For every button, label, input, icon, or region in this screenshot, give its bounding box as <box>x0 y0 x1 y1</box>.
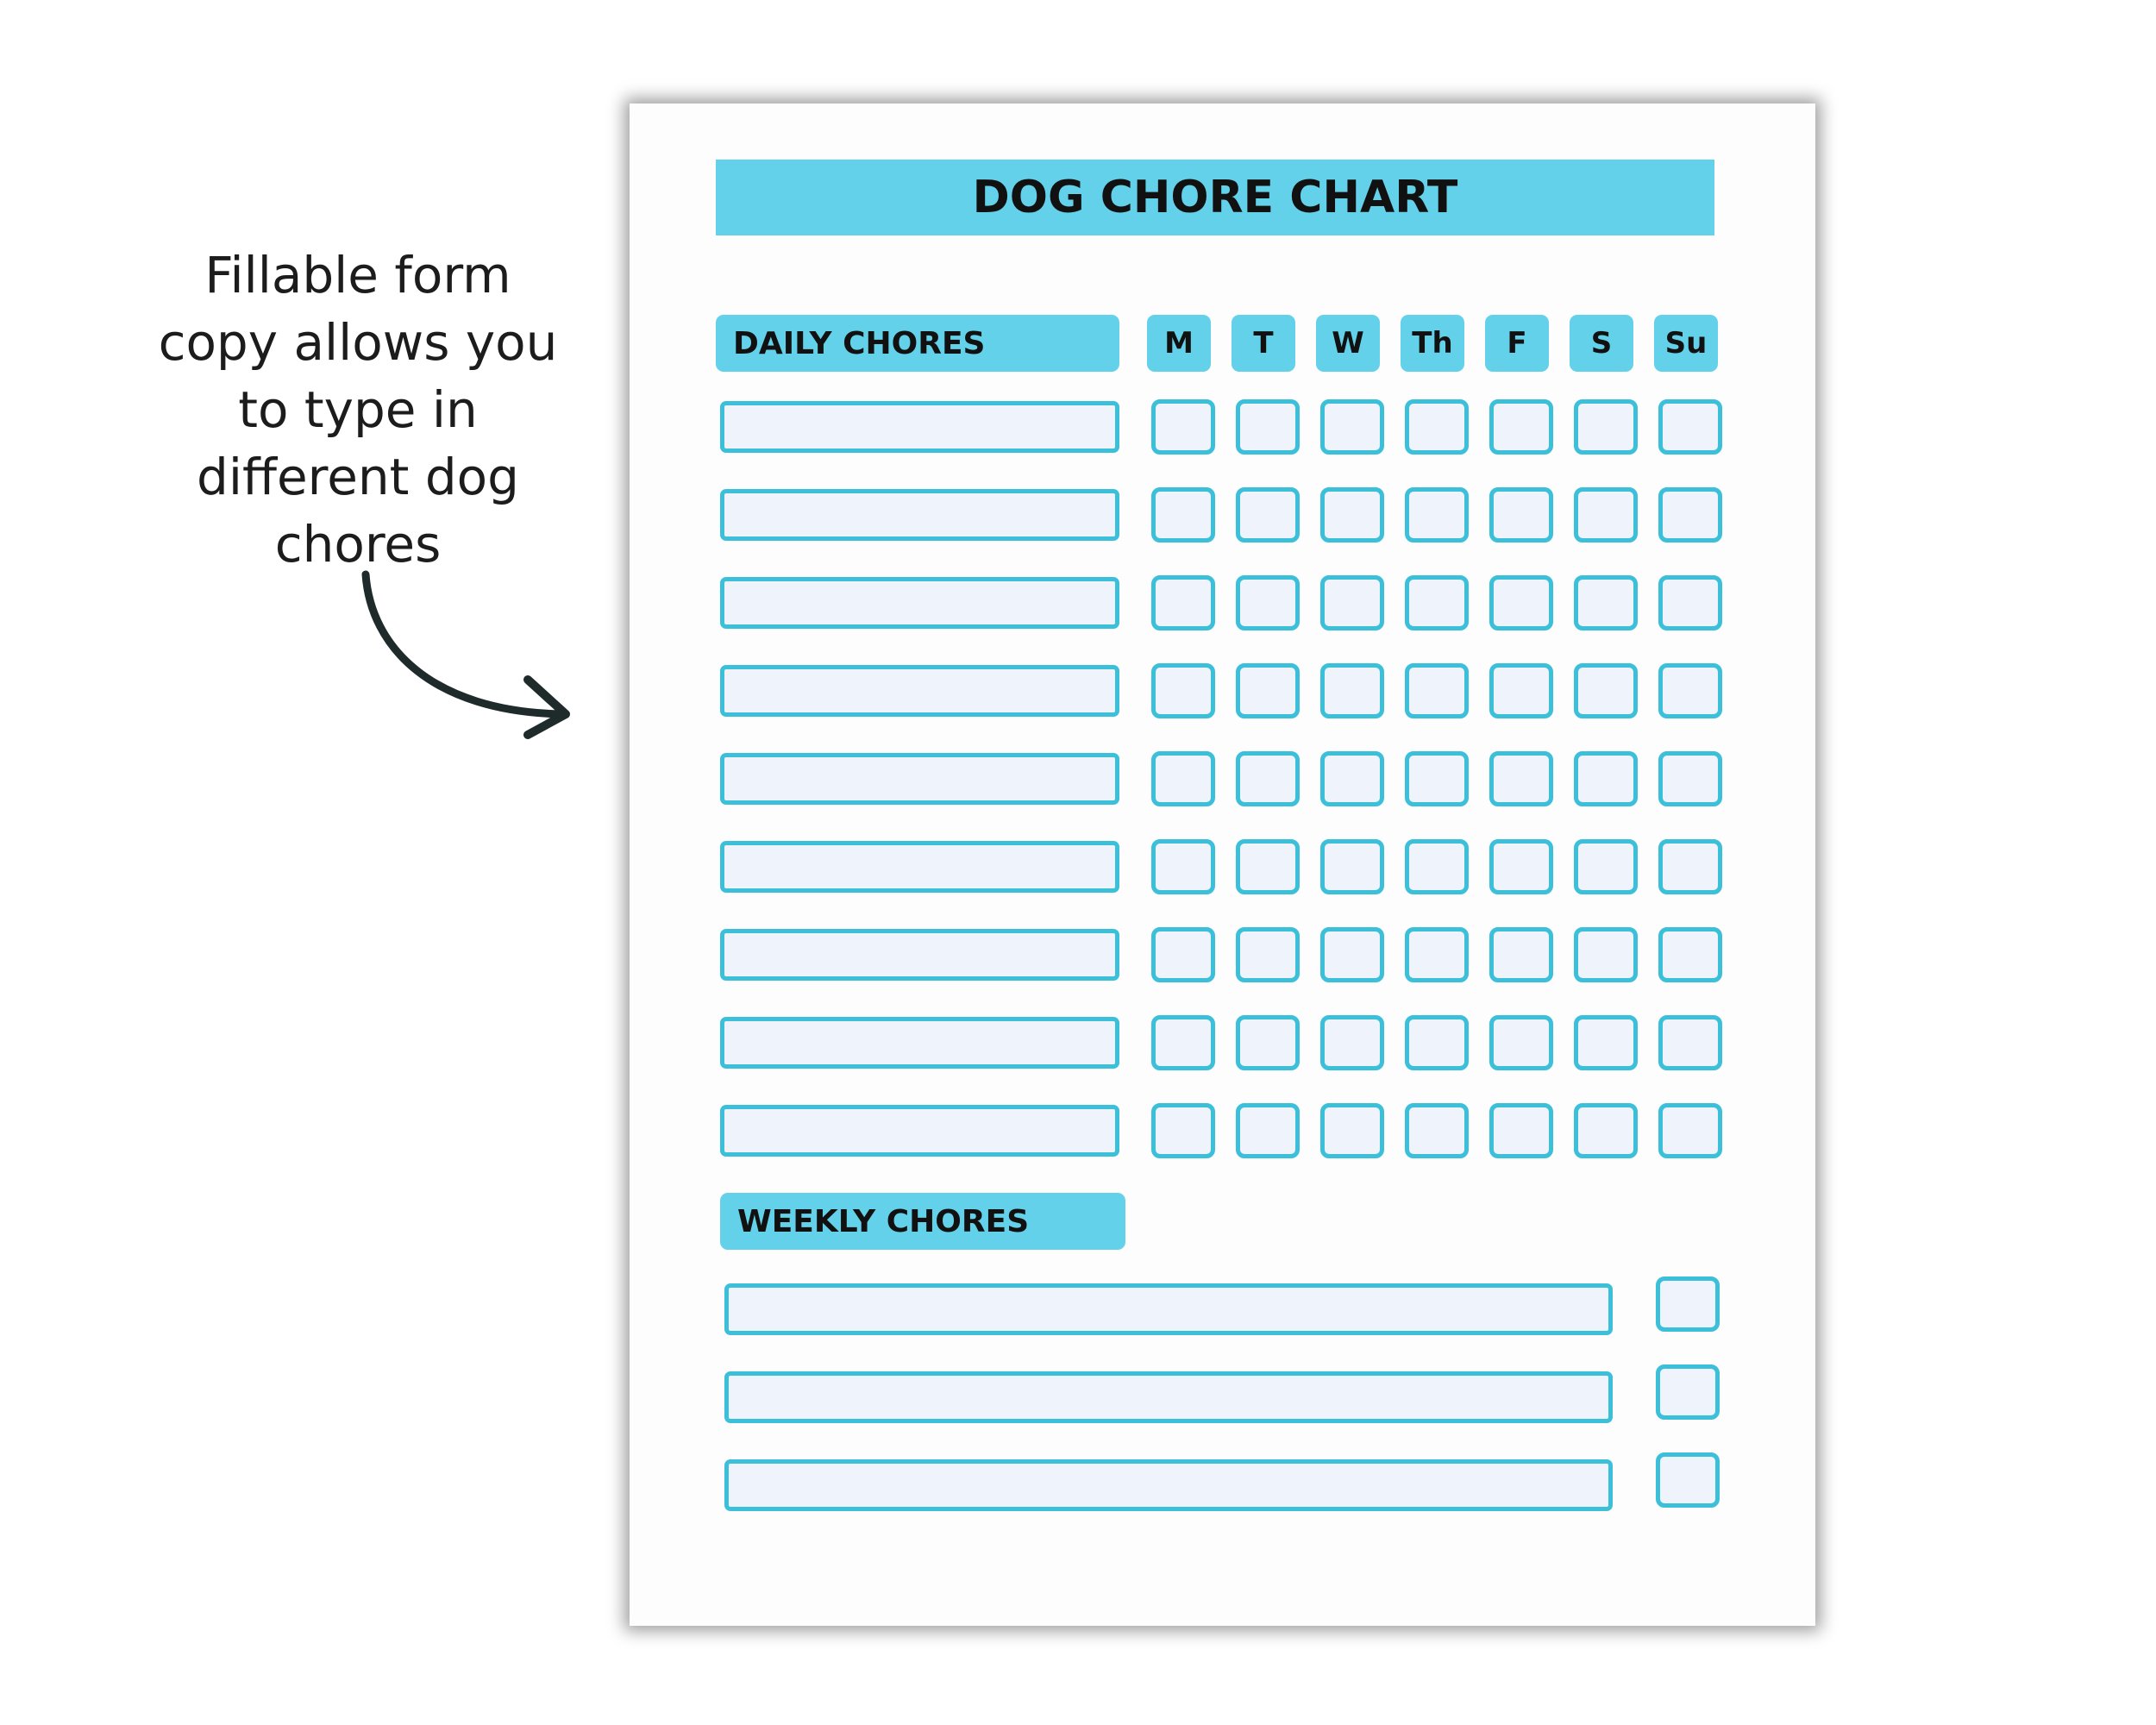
checkbox-m[interactable] <box>1151 839 1215 894</box>
checkbox-t[interactable] <box>1236 399 1300 455</box>
daily-chore-field[interactable] <box>720 1017 1119 1069</box>
checkbox-t[interactable] <box>1236 927 1300 982</box>
day-header-s: S <box>1570 315 1633 372</box>
checkbox-t[interactable] <box>1236 839 1300 894</box>
checkbox-s[interactable] <box>1574 839 1638 894</box>
chart-title: DOG CHORE CHART <box>716 160 1714 235</box>
checkbox-s[interactable] <box>1574 663 1638 718</box>
checkbox-m[interactable] <box>1151 399 1215 455</box>
checkbox-s[interactable] <box>1574 399 1638 455</box>
checkbox-su[interactable] <box>1658 663 1722 718</box>
checkbox-m[interactable] <box>1151 575 1215 630</box>
daily-chore-field[interactable] <box>720 841 1119 893</box>
day-header-t: T <box>1232 315 1295 372</box>
checkbox-t[interactable] <box>1236 663 1300 718</box>
checkbox-f[interactable] <box>1489 663 1553 718</box>
checkbox-su[interactable] <box>1658 839 1722 894</box>
checkbox-t[interactable] <box>1236 487 1300 543</box>
checkbox-m[interactable] <box>1151 1015 1215 1070</box>
daily-chore-field[interactable] <box>720 489 1119 541</box>
checkbox-su[interactable] <box>1658 751 1722 806</box>
checkbox-s[interactable] <box>1574 751 1638 806</box>
checkbox-s[interactable] <box>1574 1015 1638 1070</box>
checkbox-w[interactable] <box>1320 663 1384 718</box>
checkbox-m[interactable] <box>1151 927 1215 982</box>
daily-chore-field[interactable] <box>720 401 1119 453</box>
weekly-chore-field[interactable] <box>724 1459 1613 1511</box>
checkbox-s[interactable] <box>1574 487 1638 543</box>
day-header-w: W <box>1316 315 1380 372</box>
checkbox-w[interactable] <box>1320 399 1384 455</box>
checkbox-su[interactable] <box>1658 399 1722 455</box>
weekly-checkbox[interactable] <box>1656 1276 1720 1332</box>
checkbox-th[interactable] <box>1405 663 1469 718</box>
daily-chore-field[interactable] <box>720 929 1119 981</box>
checkbox-w[interactable] <box>1320 839 1384 894</box>
checkbox-f[interactable] <box>1489 1103 1553 1158</box>
checkbox-th[interactable] <box>1405 399 1469 455</box>
chore-chart-sheet <box>630 104 1815 1626</box>
checkbox-th[interactable] <box>1405 1103 1469 1158</box>
checkbox-m[interactable] <box>1151 751 1215 806</box>
checkbox-su[interactable] <box>1658 1015 1722 1070</box>
checkbox-f[interactable] <box>1489 839 1553 894</box>
checkbox-su[interactable] <box>1658 927 1722 982</box>
checkbox-t[interactable] <box>1236 575 1300 630</box>
checkbox-w[interactable] <box>1320 487 1384 543</box>
checkbox-m[interactable] <box>1151 487 1215 543</box>
curved-arrow-right-icon <box>336 569 595 759</box>
checkbox-th[interactable] <box>1405 751 1469 806</box>
checkbox-t[interactable] <box>1236 1015 1300 1070</box>
checkbox-w[interactable] <box>1320 927 1384 982</box>
checkbox-th[interactable] <box>1405 927 1469 982</box>
daily-chore-field[interactable] <box>720 1105 1119 1157</box>
day-header-m: M <box>1147 315 1211 372</box>
checkbox-su[interactable] <box>1658 575 1722 630</box>
checkbox-su[interactable] <box>1658 487 1722 543</box>
day-header-f: F <box>1485 315 1549 372</box>
checkbox-f[interactable] <box>1489 487 1553 543</box>
day-header-th: Th <box>1401 315 1464 372</box>
checkbox-f[interactable] <box>1489 575 1553 630</box>
checkbox-f[interactable] <box>1489 927 1553 982</box>
daily-chore-field[interactable] <box>720 665 1119 717</box>
checkbox-w[interactable] <box>1320 1103 1384 1158</box>
weekly-checkbox[interactable] <box>1656 1364 1720 1420</box>
checkbox-t[interactable] <box>1236 751 1300 806</box>
checkbox-w[interactable] <box>1320 575 1384 630</box>
checkbox-s[interactable] <box>1574 575 1638 630</box>
checkbox-s[interactable] <box>1574 927 1638 982</box>
checkbox-m[interactable] <box>1151 1103 1215 1158</box>
weekly-chore-field[interactable] <box>724 1371 1613 1423</box>
checkbox-su[interactable] <box>1658 1103 1722 1158</box>
checkbox-w[interactable] <box>1320 751 1384 806</box>
annotation-caption: Fillable form copy allows you to type in different dog chores <box>158 246 558 574</box>
day-header-su: Su <box>1654 315 1718 372</box>
checkbox-th[interactable] <box>1405 839 1469 894</box>
checkbox-w[interactable] <box>1320 1015 1384 1070</box>
daily-chores-header: DAILY CHORES <box>716 315 1119 372</box>
weekly-checkbox[interactable] <box>1656 1452 1720 1508</box>
checkbox-t[interactable] <box>1236 1103 1300 1158</box>
checkbox-th[interactable] <box>1405 1015 1469 1070</box>
daily-chore-field[interactable] <box>720 753 1119 805</box>
checkbox-th[interactable] <box>1405 487 1469 543</box>
daily-chore-field[interactable] <box>720 577 1119 629</box>
checkbox-s[interactable] <box>1574 1103 1638 1158</box>
weekly-chores-header: WEEKLY CHORES <box>720 1193 1125 1250</box>
weekly-chore-field[interactable] <box>724 1283 1613 1335</box>
checkbox-f[interactable] <box>1489 399 1553 455</box>
checkbox-f[interactable] <box>1489 751 1553 806</box>
checkbox-th[interactable] <box>1405 575 1469 630</box>
checkbox-f[interactable] <box>1489 1015 1553 1070</box>
checkbox-m[interactable] <box>1151 663 1215 718</box>
